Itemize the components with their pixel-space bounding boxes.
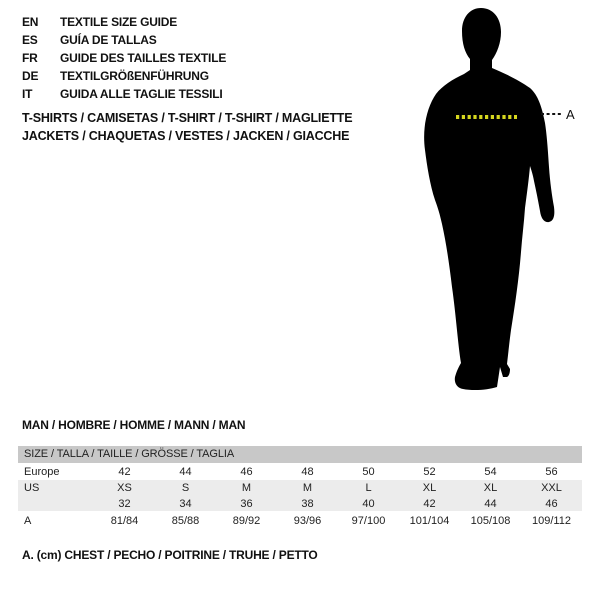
language-row [22, 49, 226, 67]
measure-label-a: A [566, 107, 575, 122]
table-row-chest-a [18, 511, 582, 530]
language-list [22, 13, 226, 103]
table-cell: 42 [118, 465, 131, 478]
table-row-europe [18, 463, 582, 480]
table-cell: 40 [362, 497, 375, 510]
language-label: GUIDE DES TAILLES TEXTILE [60, 51, 227, 65]
language-code: FR [22, 51, 38, 65]
row-label: Europe [24, 465, 60, 478]
table-cell: XS [117, 482, 132, 494]
table-cell: 48 [301, 465, 314, 478]
table-cell: 32 [118, 497, 131, 510]
table-cell: 54 [484, 465, 497, 478]
category-lines [22, 109, 352, 145]
table-cell: 105/108 [470, 514, 511, 527]
table-row-us [18, 480, 582, 496]
table-cell: 52 [423, 465, 436, 478]
table-cell: 46 [545, 497, 558, 510]
footnote-chest-measure: A. (cm) CHEST / PECHO / POITRINE / TRUHE / PETTO [22, 548, 318, 562]
table-cell: 56 [545, 465, 558, 478]
language-row [22, 67, 226, 85]
table-cell: 85/88 [171, 514, 200, 527]
language-label: TEXTILE SIZE GUIDE [60, 15, 178, 29]
language-code: DE [22, 69, 39, 83]
row-label: A [24, 514, 32, 527]
language-code: IT [22, 87, 33, 101]
table-cell: 44 [484, 497, 497, 510]
row-label: US [24, 482, 40, 494]
language-label: TEXTILGRÖßENFÜHRUNG [60, 69, 209, 83]
man-figure [400, 0, 600, 410]
category-line-tshirts: T-SHIRTS / CAMISETAS / T-SHIRT / T-SHIRT / MAGLIETTE [22, 111, 353, 125]
language-code: ES [22, 33, 38, 47]
table-cell: L [365, 482, 372, 494]
table-cell: 97/100 [351, 514, 386, 527]
language-label: GUIDA ALLE TAGLIE TESSILI [60, 87, 223, 101]
table-cell: XL [483, 482, 498, 494]
table-cell: 46 [240, 465, 253, 478]
table-cell: 38 [301, 497, 314, 510]
table-cell: 44 [179, 465, 192, 478]
table-cell: 101/104 [409, 514, 450, 527]
section-label-man: MAN / HOMBRE / HOMME / MANN / MAN [22, 418, 246, 432]
table-cell: S [181, 482, 190, 494]
table-row-numeric [18, 496, 582, 511]
man-silhouette-figure [400, 0, 600, 410]
table-cell: 89/92 [232, 514, 261, 527]
language-label: GUÍA DE TALLAS [60, 33, 157, 47]
table-cell: 36 [240, 497, 253, 510]
table-cell: M [241, 482, 252, 494]
size-table-header: SIZE / TALLA / TAILLE / GRÖSSE / TAGLIA [18, 446, 582, 463]
language-row [22, 85, 226, 103]
table-cell: 109/112 [532, 514, 571, 527]
language-row [22, 31, 226, 49]
table-cell: M [302, 482, 313, 494]
man-silhouette-path [424, 8, 554, 390]
table-cell: XXL [541, 482, 562, 494]
table-cell: 81/84 [110, 514, 139, 527]
category-line-jackets: JACKETS / CHAQUETAS / VESTES / JACKEN / GIACCHE [22, 129, 350, 143]
table-cell: 93/96 [293, 514, 322, 527]
table-cell: 42 [423, 497, 436, 510]
table-cell: 50 [362, 465, 375, 478]
language-code: EN [22, 15, 39, 29]
table-cell: XL [422, 482, 437, 494]
size-table [18, 446, 582, 530]
table-cell: 34 [179, 497, 192, 510]
language-row [22, 13, 226, 31]
